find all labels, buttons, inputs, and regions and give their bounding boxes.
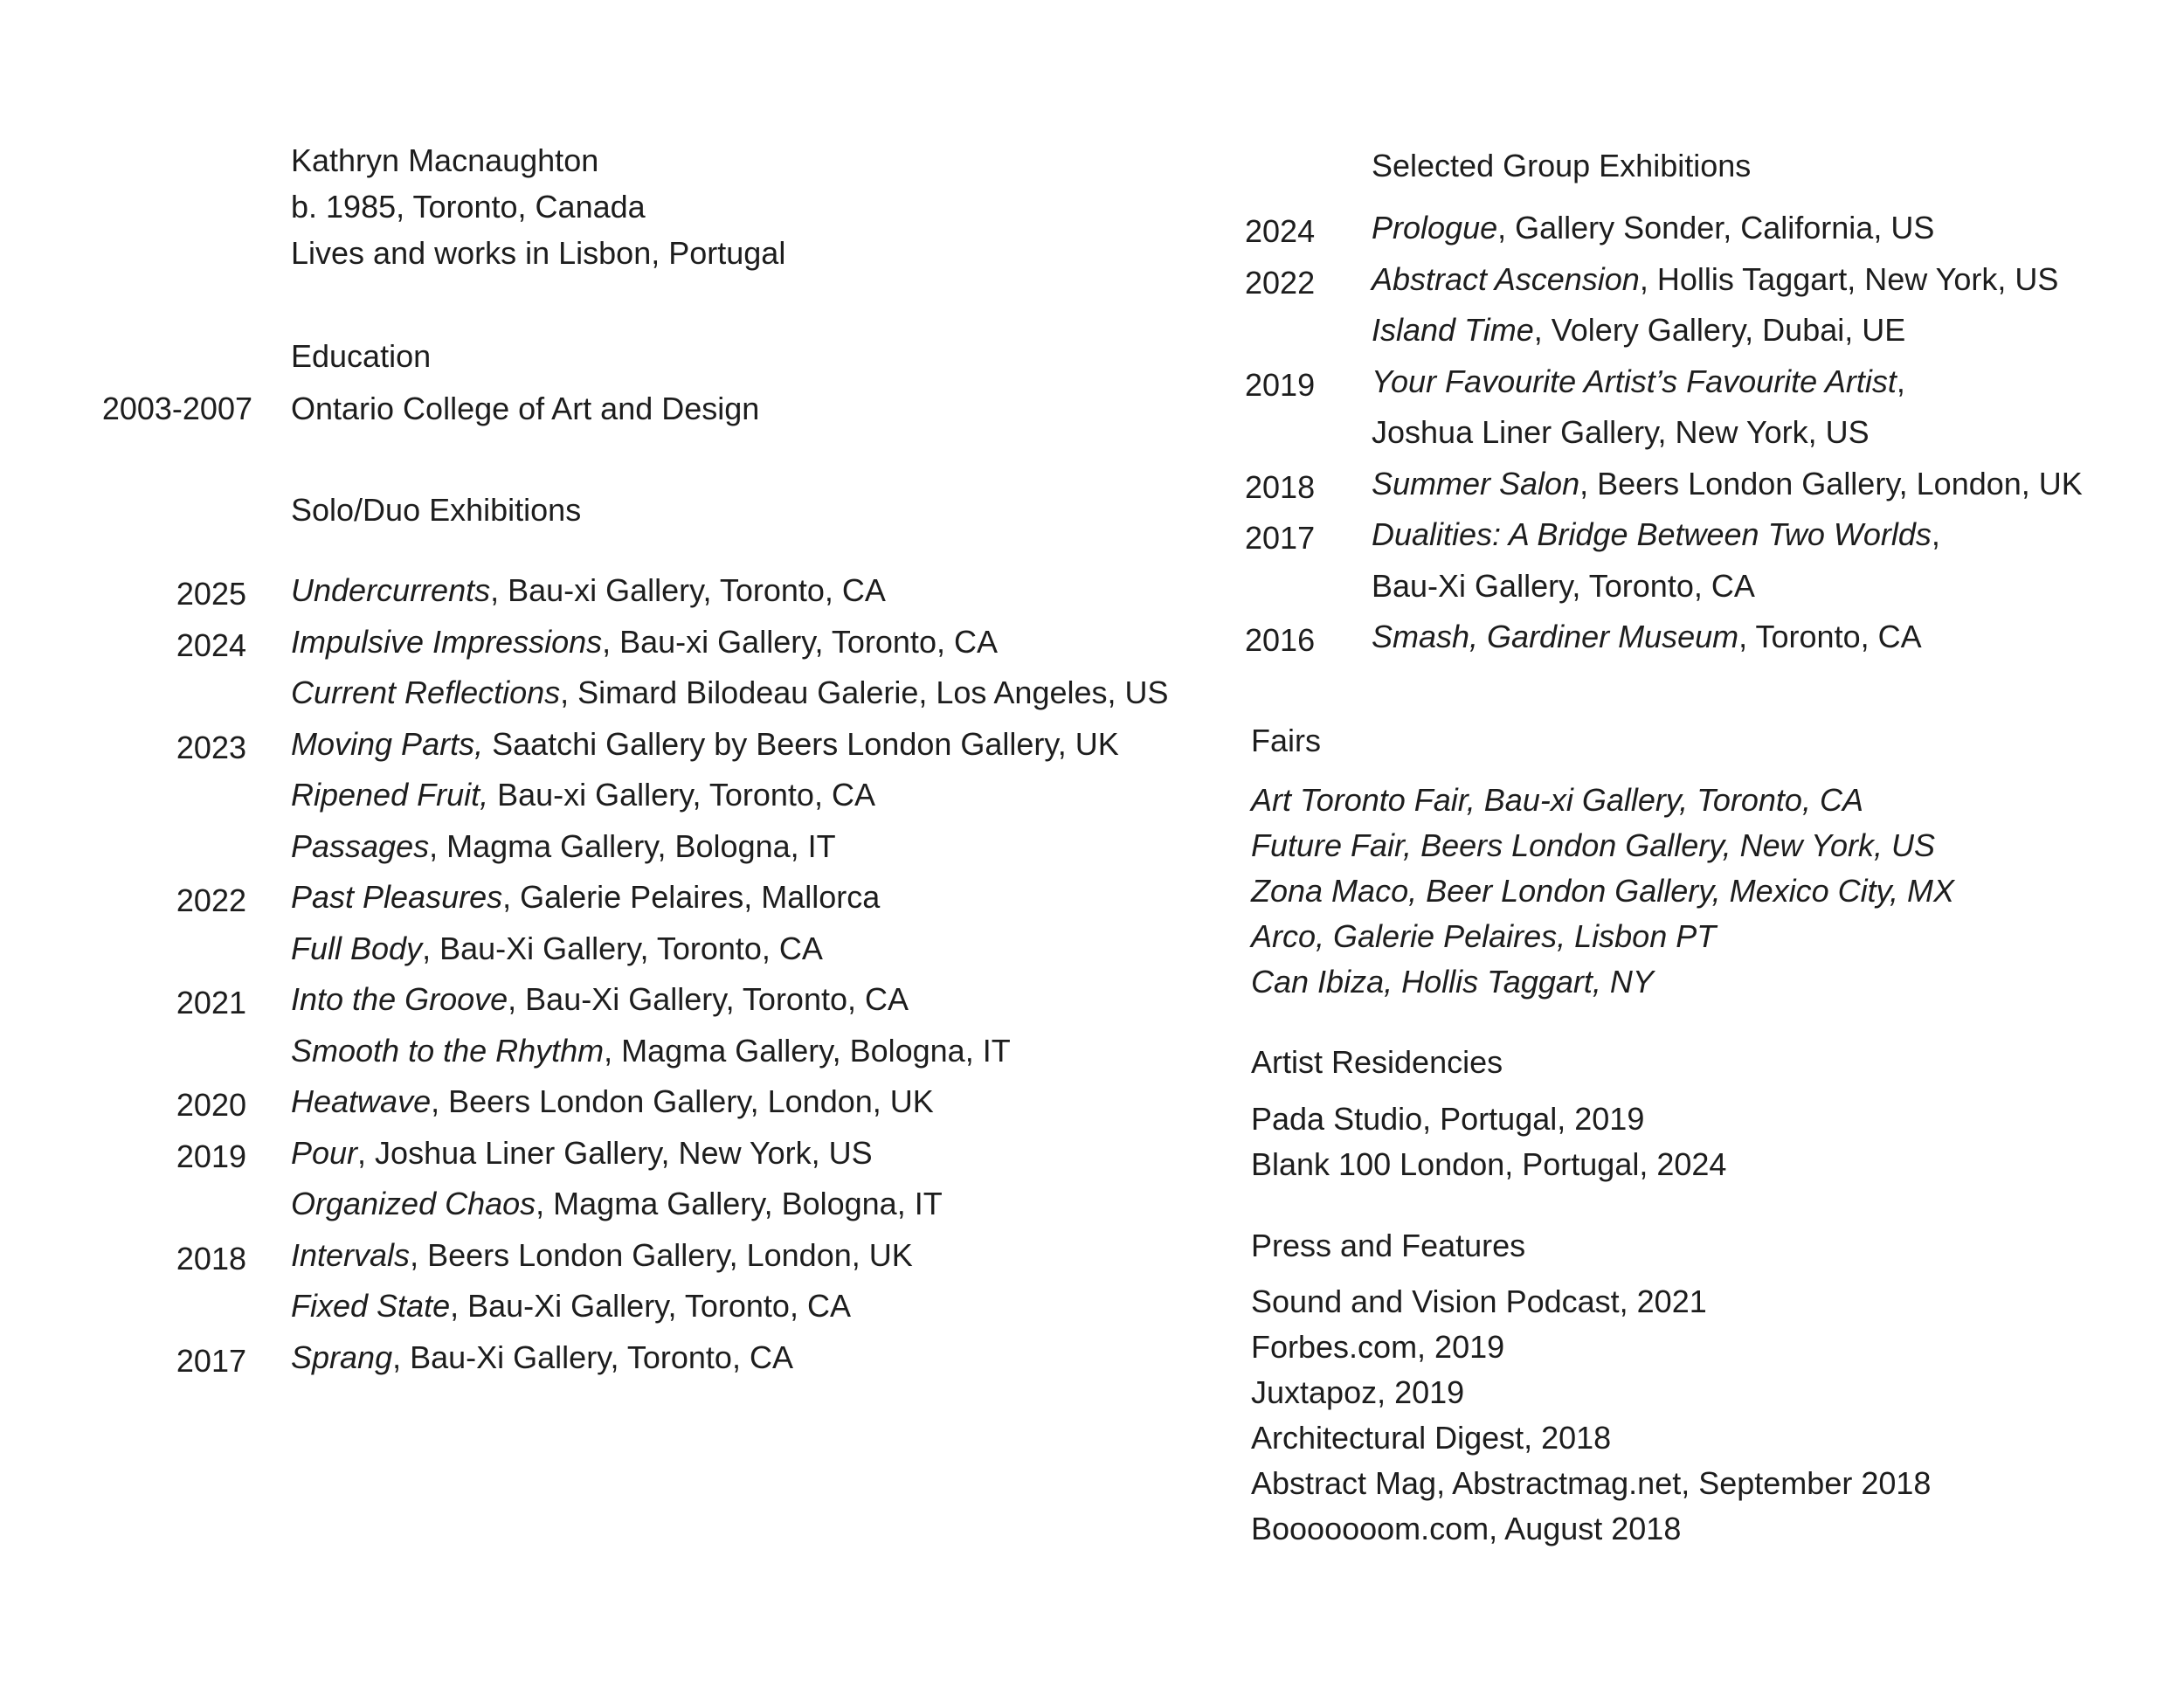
- solo-entry: [291, 1188, 943, 1220]
- group-year: 2017: [1245, 520, 1316, 556]
- solo-details: , Simard Bilodeau Galerie, Los Angeles, US: [560, 675, 1169, 710]
- solo-title: Pour: [291, 1134, 358, 1171]
- group-title: Dualities: A Bridge Between Two Worlds: [1372, 516, 1932, 552]
- group-details: , Volery Gallery, Dubai, UE: [1533, 312, 1906, 348]
- solo-entry: [291, 827, 836, 864]
- group-entry: [1372, 212, 1934, 244]
- press-item: Sound and Vision Podcast, 2021: [1251, 1283, 1707, 1319]
- solo-entry: [291, 981, 909, 1017]
- solo-details: , Magma Gallery, Bologna, IT: [604, 1032, 1011, 1069]
- solo-title: Heatwave: [291, 1083, 432, 1119]
- fair-item: Arco, Galerie Pelaires, Lisbon PT: [1251, 918, 1717, 954]
- group-entry: [1372, 516, 1940, 552]
- press-item: Architectural Digest, 2018: [1251, 1420, 1612, 1456]
- group-year: 2024: [1245, 213, 1316, 249]
- group-details: , Hollis Taggart, New York, US: [1639, 260, 2059, 297]
- solo-entry: [291, 1236, 913, 1273]
- solo-details: Bau-xi Gallery, Toronto, CA: [488, 777, 875, 813]
- fair-item: Future Fair, Beers London Gallery, New York, US: [1251, 827, 1936, 863]
- group-year: 2022: [1245, 264, 1316, 301]
- solo-title: Impulsive Impressions: [291, 623, 603, 660]
- group-entry: [1372, 621, 1922, 653]
- solo-entry: [291, 1339, 793, 1375]
- solo-entry: [291, 1032, 1011, 1069]
- artist-born: b. 1985, Toronto, Canada: [291, 189, 646, 225]
- education-school: Ontario College of Art and Design: [291, 391, 760, 426]
- solo-details: , Bau-Xi Gallery, Toronto, CA: [422, 930, 823, 966]
- solo-year: 2023: [176, 729, 246, 765]
- fair-item: Zona Maco, Beer London Gallery, Mexico City, MX: [1251, 873, 1954, 909]
- solo-year: 2020: [176, 1087, 246, 1123]
- solo-title: Current Reflections: [291, 675, 561, 710]
- group-details: ,: [1931, 516, 1940, 552]
- press-item: Booooooom.com, August 2018: [1251, 1511, 1682, 1546]
- solo-details: , Joshua Liner Gallery, New York, US: [357, 1134, 873, 1171]
- solo-title: Moving Parts,: [291, 725, 484, 762]
- education-heading: Education: [291, 338, 432, 374]
- solo-entry: [291, 1290, 851, 1322]
- group-title: Smash, Gardiner Museum: [1372, 619, 1739, 654]
- solo-title: Sprang: [291, 1339, 393, 1375]
- solo-title: Passages: [291, 827, 430, 864]
- solo-entry: [291, 1134, 873, 1171]
- solo-title: Ripened Fruit,: [291, 777, 489, 813]
- group-title: Summer Salon: [1372, 465, 1580, 502]
- residency-item: Blank 100 London, Portugal, 2024: [1251, 1146, 1727, 1182]
- group-details: Joshua Liner Gallery, New York, US: [1372, 414, 1870, 450]
- solo-year: 2017: [176, 1342, 246, 1379]
- fair-item: Can Ibiza, Hollis Taggart, NY: [1251, 964, 1654, 1000]
- solo-title: Undercurrents: [291, 572, 491, 608]
- press-heading: Press and Features: [1251, 1228, 1526, 1263]
- group-year: 2019: [1245, 366, 1316, 403]
- solo-details: , Bau-Xi Gallery, Toronto, CA: [392, 1339, 793, 1375]
- group-details: , Gallery Sonder, California, US: [1497, 210, 1935, 246]
- solo-entry: [291, 930, 823, 966]
- group-entry: [1372, 414, 1870, 450]
- group-details: , Toronto, CA: [1738, 619, 1922, 654]
- group-title: Your Favourite Artist’s Favourite Artist: [1372, 363, 1897, 399]
- artist-residence: Lives and works in Lisbon, Portugal: [291, 235, 786, 271]
- solo-year: 2019: [176, 1138, 246, 1174]
- solo-title: Fixed State: [291, 1288, 451, 1324]
- solo-title: Smooth to the Rhythm: [291, 1032, 605, 1069]
- group-year: 2016: [1245, 622, 1316, 658]
- solo-year: 2021: [176, 985, 246, 1020]
- group-heading: Selected Group Exhibitions: [1372, 148, 1752, 183]
- solo-entry: [291, 725, 1119, 762]
- group-details: ,: [1896, 363, 1905, 399]
- group-title: Island Time: [1372, 312, 1534, 348]
- solo-entry: [291, 879, 881, 915]
- solo-details: , Magma Gallery, Bologna, IT: [536, 1186, 943, 1221]
- solo-details: Saatchi Gallery by Beers London Gallery, UK: [483, 725, 1119, 762]
- press-item: Abstract Mag, Abstractmag.net, September 2018: [1251, 1465, 1932, 1501]
- press-item: Juxtapoz, 2019: [1251, 1374, 1465, 1410]
- group-entry: [1372, 465, 2083, 502]
- residencies-heading: Artist Residencies: [1251, 1044, 1503, 1080]
- group-year: 2018: [1245, 468, 1316, 505]
- group-details: , Beers London Gallery, London, UK: [1579, 465, 2083, 502]
- group-title: Prologue: [1372, 210, 1498, 246]
- solo-entry: [291, 572, 886, 608]
- solo-details: , Bau-xi Gallery, Toronto, CA: [602, 623, 998, 660]
- solo-details: , Beers London Gallery, London, UK: [410, 1236, 913, 1273]
- solo-entry: [291, 623, 998, 660]
- solo-entry: [291, 779, 875, 811]
- solo-title: Organized Chaos: [291, 1186, 536, 1221]
- solo-title: Intervals: [291, 1236, 411, 1273]
- solo-details: , Bau-xi Gallery, Toronto, CA: [490, 572, 886, 608]
- residency-item: Pada Studio, Portugal, 2019: [1251, 1101, 1645, 1137]
- solo-title: Into the Groove: [291, 981, 508, 1017]
- solo-year: 2018: [176, 1240, 246, 1276]
- solo-details: , Bau-Xi Gallery, Toronto, CA: [508, 981, 909, 1017]
- solo-details: , Beers London Gallery, London, UK: [431, 1083, 934, 1119]
- education-year: 2003-2007: [101, 391, 252, 426]
- solo-entry: [291, 677, 1169, 709]
- group-entry: [1372, 312, 1906, 348]
- solo-year: 2022: [176, 882, 246, 918]
- solo-title: Full Body: [291, 930, 423, 966]
- group-entry: [1372, 363, 1905, 399]
- solo-details: , Bau-Xi Gallery, Toronto, CA: [450, 1288, 851, 1324]
- solo-entry: [291, 1083, 934, 1119]
- group-title: Abstract Ascension: [1372, 260, 1640, 297]
- solo-details: , Magma Gallery, Bologna, IT: [429, 827, 836, 864]
- solo-year: 2025: [176, 576, 246, 612]
- solo-title: Past Pleasures: [291, 879, 503, 915]
- group-details: Bau-Xi Gallery, Toronto, CA: [1372, 567, 1755, 604]
- press-item: Forbes.com, 2019: [1251, 1329, 1505, 1365]
- solo-details: , Galerie Pelaires, Mallorca: [502, 879, 881, 915]
- group-entry: [1372, 567, 1755, 604]
- artist-name: Kathryn Macnaughton: [291, 142, 599, 178]
- solo-year: 2024: [176, 626, 246, 663]
- fair-item: Art Toronto Fair, Bau-xi Gallery, Toronto, CA: [1251, 782, 1863, 818]
- solo-heading: Solo/Duo Exhibitions: [291, 492, 582, 528]
- group-entry: [1372, 260, 2059, 297]
- fairs-heading: Fairs: [1251, 723, 1321, 758]
